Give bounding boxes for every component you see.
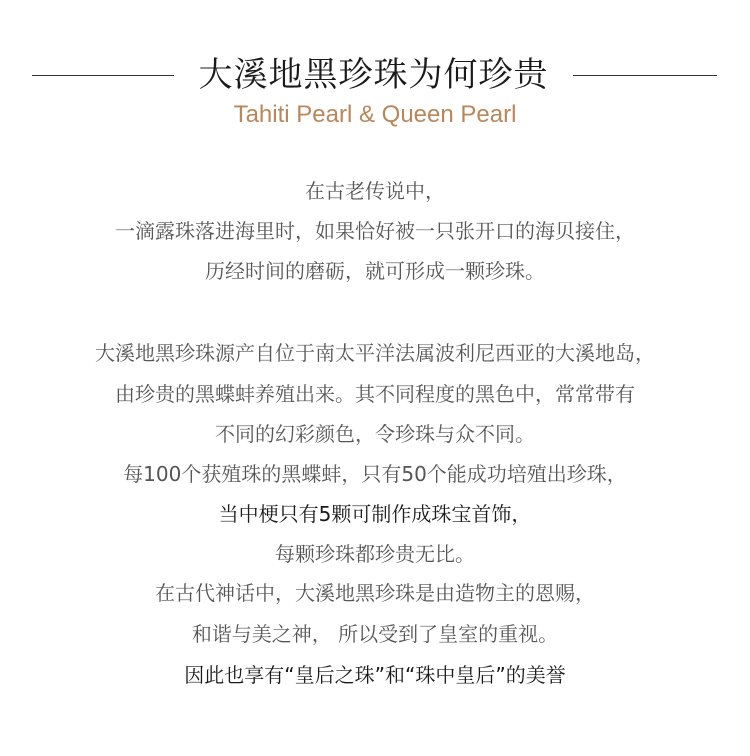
title-row	[0, 50, 750, 100]
legend-line-3: 历经时间的磨砺，就可形成一颗珍珠。	[205, 259, 545, 283]
right-divider	[573, 75, 717, 76]
origin-line-1: 大溪地黑珍珠源产自位于南太平洋法属波利尼西亚的大溪地岛，	[95, 341, 655, 365]
origin-line-5: 当中梗只有5颗可制作成珠宝首饰，	[218, 502, 532, 526]
left-divider	[32, 75, 174, 76]
origin-line-4: 每100个获殖珠的黑蝶蚌，只有50个能成功培殖出珍珠，	[123, 462, 627, 486]
legend-line-1: 在古老传说中，	[305, 179, 445, 203]
page-subtitle: Tahiti Pearl & Queen Pearl	[233, 101, 517, 128]
legend-line-2: 一滴露珠落进海里时，如果恰好被一只张开口的海贝接住，	[115, 219, 635, 243]
origin-line-9: 因此也享有“皇后之珠”和“珠中皇后”的美誉	[184, 663, 566, 687]
origin-line-3: 不同的幻彩颜色，令珍珠与众不同。	[215, 422, 535, 446]
origin-line-2: 由珍贵的黑蝶蚌养殖出来。其不同程度的黑色中，常常带有	[115, 382, 635, 406]
origin-line-8: 和谐与美之神， 所以受到了皇室的重视。	[191, 622, 559, 646]
origin-line-6: 每颗珍珠都珍贵无比。	[275, 542, 475, 566]
origin-line-7: 在古代神话中，大溪地黑珍珠是由造物主的恩赐，	[155, 581, 595, 605]
page-title: 大溪地黑珍珠为何珍贵	[198, 55, 549, 95]
